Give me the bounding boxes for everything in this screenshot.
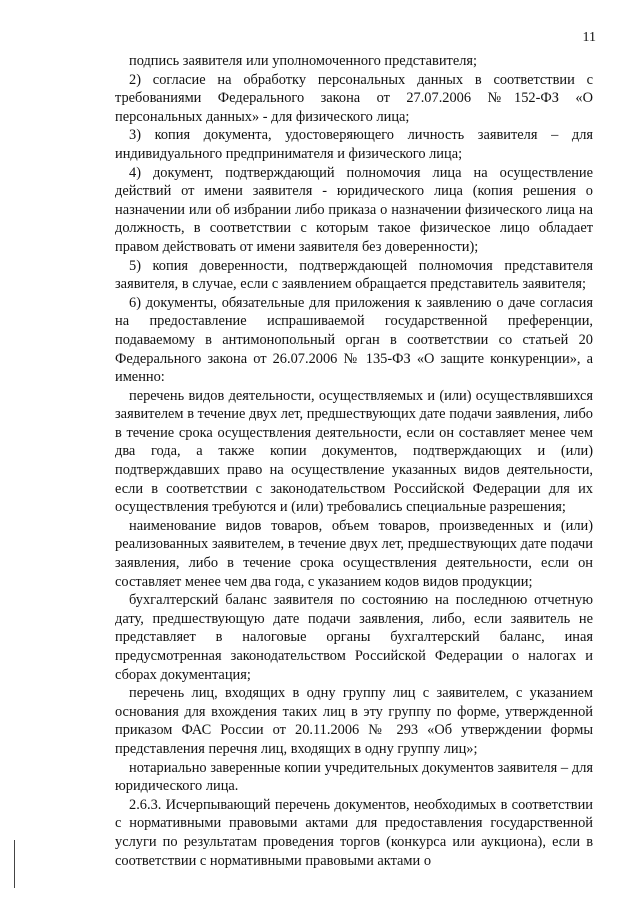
paragraph-item-5: 5) копия доверенности, подтверждающей полномочия представителя заявителя, в случае, если с заявлением обращается представитель заявителя;: [115, 257, 593, 293]
page-number: 11: [582, 30, 596, 45]
paragraph-founding-documents: нотариально заверенные копии учредительных документов заявителя – для юридического лица.: [115, 759, 593, 795]
paragraph-balance-sheet: бухгалтерский баланс заявителя по состоянию на последнюю отчетную дату, предшествующую дате подачи заявления, либо, если заявитель не представляет в налоговые органы бухгалтерский баланс, иная предусмотренная законодательством Российской Федерации о налогах и сборах документация;: [115, 592, 593, 683]
margin-rule: [14, 840, 15, 888]
paragraph-activities-list: перечень видов деятельности, осуществляемых и (или) осуществлявшихся заявителем в течение двух лет, предшествующих дате подачи заявления, либо в течение срока осуществления деятельности, если он составляет менее чем два года, а также копии документов, подтверждающих и (или) подтверждавших право на осуществление указанных видов деятельности, если в соответствии с законодательством Российской Федерации для их осуществления требуются и (или) требовались специальные разрешения;: [115, 387, 593, 516]
paragraph-item-3: 3) копия документа, удостоверяющего личность заявителя – для индивидуального предпринимателя и физического лица;: [115, 127, 593, 162]
paragraph-section-2-6-3: 2.6.3. Исчерпывающий перечень документов, необходимых в соответствии с нормативными правовыми актами для предоставления государственной услуги по результатам проведения торгов (конкурса или аукциона), если в соответствии с нормативными правовыми актами о: [115, 796, 593, 869]
paragraph-signature: подпись заявителя или уполномоченного представителя;: [129, 53, 478, 69]
document-body: [115, 52, 593, 870]
paragraph-item-4: 4) документ, подтверждающий полномочия лица на осуществление действий от имени заявителя - юридического лица (копия решения о назначении или об избрании либо приказа о назначении физического лица на должность, в соответствии с которым такое физическое лицо обладает правом действовать от имени заявителя без доверенности);: [115, 164, 593, 255]
paragraph-item-6: 6) документы, обязательные для приложения к заявлению о даче согласия на предоставление испрашиваемой государственной преференции, подаваемому в антимонопольный орган в соответствии со статьей 20 Федерального закона от 26.07.2006 № 135-ФЗ «О защите конкуренции», а именно:: [115, 294, 593, 386]
paragraph-group-of-persons: перечень лиц, входящих в одну группу лиц с заявителем, с указанием основания для вхождения таких лиц в эту группу по форме, утвержденной приказом ФАС России от 20.11.2006 № 293 «Об утверждении формы представления перечня лиц, входящих в одну группу лиц»;: [115, 685, 593, 757]
paragraph-item-2: 2) согласие на обработку персональных данных в соответствии с требованиями Федерального закона от 27.07.2006 №152-ФЗ «О персональных данных» - для физического лица;: [115, 71, 593, 125]
paragraph-goods-list: наименование видов товаров, объем товаров, произведенных и (или) реализованных заявителем, в течение двух лет, предшествующих дате подачи заявления, либо в течение срока осуществления деятельности, если он составляет менее чем два года, с указанием кодов видов продукции;: [115, 517, 593, 590]
